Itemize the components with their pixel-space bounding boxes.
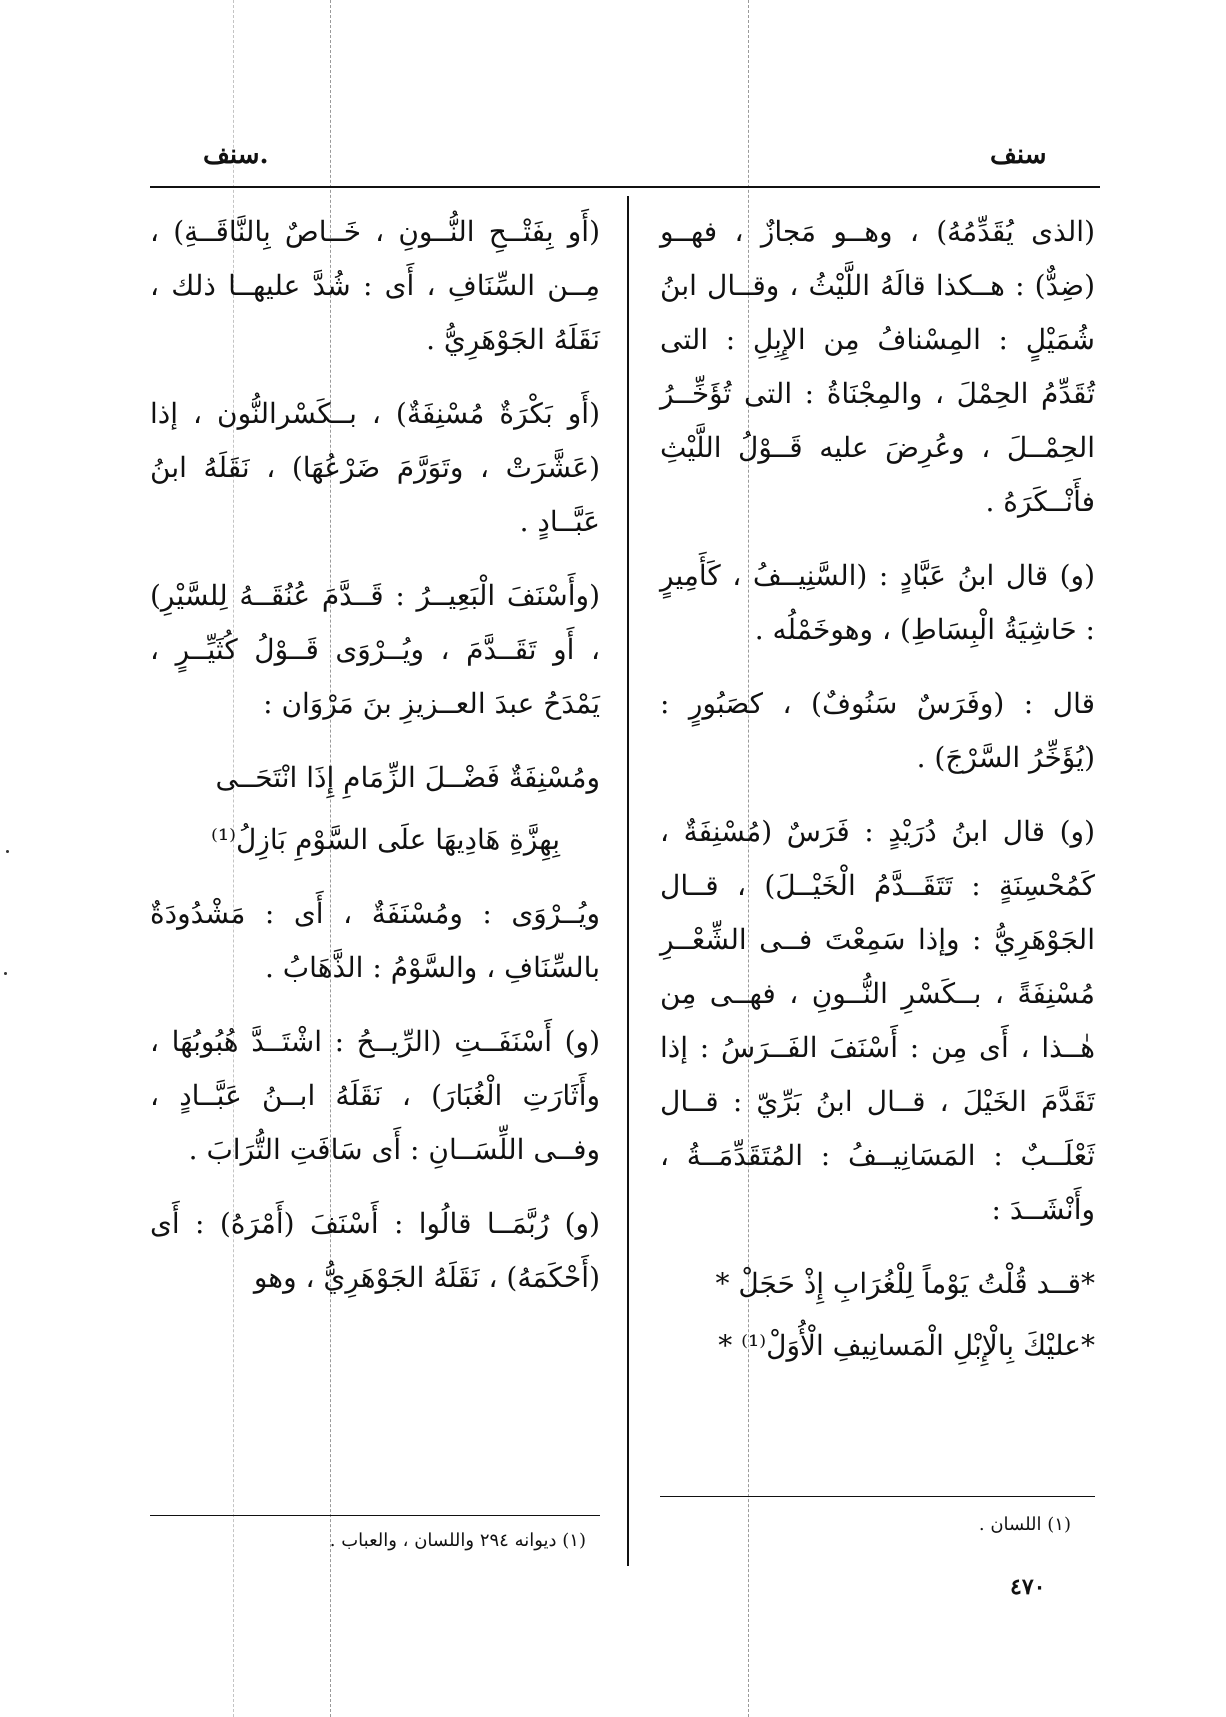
entry-paragraph: (الذى يُقَدِّمُهُ) ، وهــو مَجازٌ ، فهــو (ضِدٌّ) : هــكذا قالَهُ اللَّيْثُ ، وقــال ابنُ شُمَيْلٍ : المِسْنافُ مِن الإِبِلِ : التى تُقَدِّمُ الحِمْلَ ، والمِجْنَاةُ : التى تُؤَخِّــرُ الحِمْــلَ ، وعُرِضَ عليه قَــوْلُ اللَّيْثِ فأَنْــكَرَهُ . [660, 215, 1095, 518]
left-column [150, 205, 600, 1325]
poetry-verse-line: بِهِزَّةِ هَادِيهَا علَى السَّوْمِ بَازِلُ⁽¹⁾ [210, 823, 560, 856]
column-divider [627, 196, 629, 1566]
entry-paragraph: (و) قال ابنُ عَبَّادٍ : (السَّنِيــفُ ، كَأَمِيرٍ : حَاشِيَةُ الْبِسَاطِ) ، وهوخَمْلُه . [660, 559, 1095, 646]
scan-speck [6, 850, 9, 853]
footnote: (١) ديوانه ٢٩٤ واللسان ، والعباب . [329, 1530, 586, 1551]
poetry-verse-line: *عليْكَ بِالْإِبْلِ الْمَسانِيفِ الْأُوَلْ⁽¹⁾ * [718, 1329, 1095, 1362]
running-header-right: سنف [990, 140, 1047, 170]
entry-paragraph: (أَو بِفَتْــحِ النُّــونِ ، خَــاصٌ بِالنَّاقَــةِ) ، مِــن السِّنَافِ ، أَى : شُدَّ عليهــا ذلك ، نَقَلَهُ الجَوْهَرِيُّ . [150, 215, 600, 356]
right-column [660, 205, 1095, 1381]
entry-paragraph: (و) قال ابنُ دُرَيْدٍ : فَرَسٌ (مُسْنِفَةٌ ، كَمُحْسِنَةٍ : تَتَقَــدَّمُ الْخَيْــلَ) ، قــال الجَوْهَرِيُّ : وإذا سَمِعْتَ فــى الشِّعْــرِ مُسْنِفَةً ، بــكَسْرِ النُّــونِ ، فهــى مِن هٰــذا ، أَى مِن : أَسْنَفَ الفَــرَسُ : إذا تَقَدَّمَ الخَيْلَ ، قــال ابنُ بَرِّيّ : قــال ثَعْلَــبٌ : المَسَانِيــفُ : المُتَقَدِّمَــةُ ، وأَنْشَــدَ : [660, 815, 1095, 1226]
entry-paragraph: قال : (وفَرَسٌ سَنُوفٌ) ، كصَبُورٍ : (يُؤَخِّرُ السَّرْجَ) . [660, 687, 1095, 774]
entry-paragraph: (و) رُبَّمَــا قالُوا : أَسْنَفَ (أَمْرَهُ) : أَى (أَحْكَمَهُ) ، نَقَلَهُ الجَوْهَرِيُّ ، وهو [150, 1207, 600, 1294]
entry-paragraph: (و) أَسْنَفَــتِ (الرِّيــحُ : اشْتَــدَّ هُبُوبُهَا ، وأَثَارَتِ الْغُبَارَ) ، نَقَلَهُ ابــنُ عَبَّــادٍ ، وفــى اللِّسَــانِ : أَى سَافَتِ التُّرَابَ . [150, 1025, 600, 1166]
entry-paragraph: (أَو بَكْرَةٌ مُسْنِفَةٌ) ، بــكَسْرالنُّون ، إذا (عَشَّرَتْ ، وتَوَرَّمَ ضَرْعُهَا) ، نَقَلَهُ ابنُ عَبَّــادٍ . [150, 397, 600, 538]
scan-speck [4, 972, 7, 975]
poetry-verse-line: *قــد قُلْتُ يَوْماً لِلْغُرَابِ إِذْ حَجَلْ * [715, 1267, 1095, 1300]
footnote: (١) اللسان . [978, 1514, 1071, 1535]
entry-paragraph: (وأَسْنَفَ الْبَعِيــرُ : قَــدَّمَ عُنُقَــهُ لِلسَّيْرِ) ، أَو تَقَــدَّمَ ، ويُــرْوَى قَــوْلُ كُثَيِّــرٍ ، يَمْدَحُ عبدَ العــزيزِ بنَ مَرْوَان : [150, 579, 600, 720]
footnote-rule [150, 1515, 600, 1516]
running-header-left: .سنف [203, 140, 269, 170]
header-rule [150, 186, 1100, 188]
page-number: ٤٧٠ [1010, 1574, 1046, 1600]
entry-paragraph: ويُــرْوَى : ومُسْنَفَةٌ ، أَى : مَشْدُودَةٌ بالسِّنَافِ ، والسَّوْمُ : الذَّهَابُ . [150, 897, 600, 984]
footnote-rule [660, 1496, 1095, 1497]
poetry-verse-line: ومُسْنِفَةٌ فَضْــلَ الزِّمَامِ إِذَا انْتَحَــى [215, 761, 600, 794]
